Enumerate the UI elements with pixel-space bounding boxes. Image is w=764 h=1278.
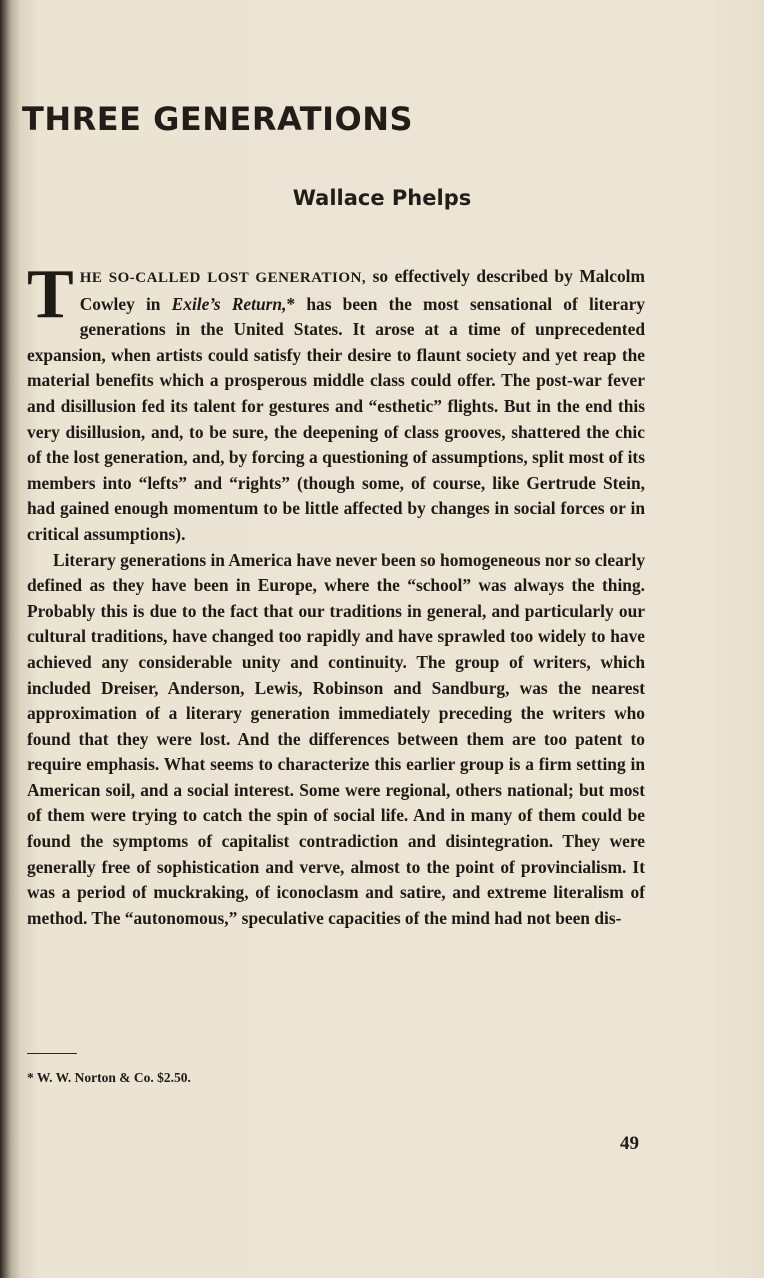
paragraph-1-text-b: * has been the most sensational of literary generations in the United States. It arose at a time of unprecedented expansion, when artists could satisfy their desire to flaunt society and yet reap the material benefits which a prosperous middle class could offer. The post-war fever and disillusion fed its talent for gestures and “esthetic” flights. But in the end this very disillusion, and, to be sure, the deepening of class grooves, shattered the chic of the lost generation, and, by forcing a questioning of assumptions, split most of its members into “lefts” and “rights” (though some, of course, like Gertrude Stein, had gained enough momentum to be little affected by changes in social forces or in critical assumptions). — [27, 293, 645, 544]
article-author: Wallace Phelps — [292, 186, 472, 210]
book-title: Exile’s Return, — [171, 293, 287, 314]
paragraph-2: Literary generations in America have never been so homogeneous nor so clearly defined as they have been in Europe, where the “school” was always the thing. Probably this is due to the fact that our traditions in general, and particularly our cultural traditions, have changed too rapidly and have sprawled too widely to have achieved any considerable unity and continuity. The group of writers, which included Dreiser, Anderson, Lewis, Robinson and Sandburg, was the nearest approximation of a literary generation immediately preceding the writers who found that they were lost. And the differences between them are too patent to require emphasis. What seems to characterize this earlier group is a firm setting in American soil, and a social interest. Some were regional, others national; but most of them were trying to catch the spin of social life. And in many of them could be found the symptoms of capitalist contradiction and disintegration. They were generally free of sophistication and verve, almost to the point of provincialism. It was a period of muckraking, of iconoclasm and satire, and extreme literalism of method. The “autonomous,” speculative capacities of the mind had not been dis- — [27, 549, 646, 928]
paragraph-1-text-a: so effectively described by Malcolm Cowley in — [79, 266, 645, 314]
article-body — [27, 256, 646, 931]
drop-cap: T — [27, 256, 74, 333]
footnote: * W. W. Norton & Co. $2.50. — [27, 1070, 191, 1085]
article-title: THREE GENERATIONS — [22, 100, 414, 138]
footnote-rule — [27, 1053, 77, 1054]
paragraph-1 — [27, 256, 645, 548]
lead-small-caps: HE SO-CALLED LOST GENERATION, — [79, 270, 367, 286]
page-number: 49 — [620, 1133, 639, 1154]
